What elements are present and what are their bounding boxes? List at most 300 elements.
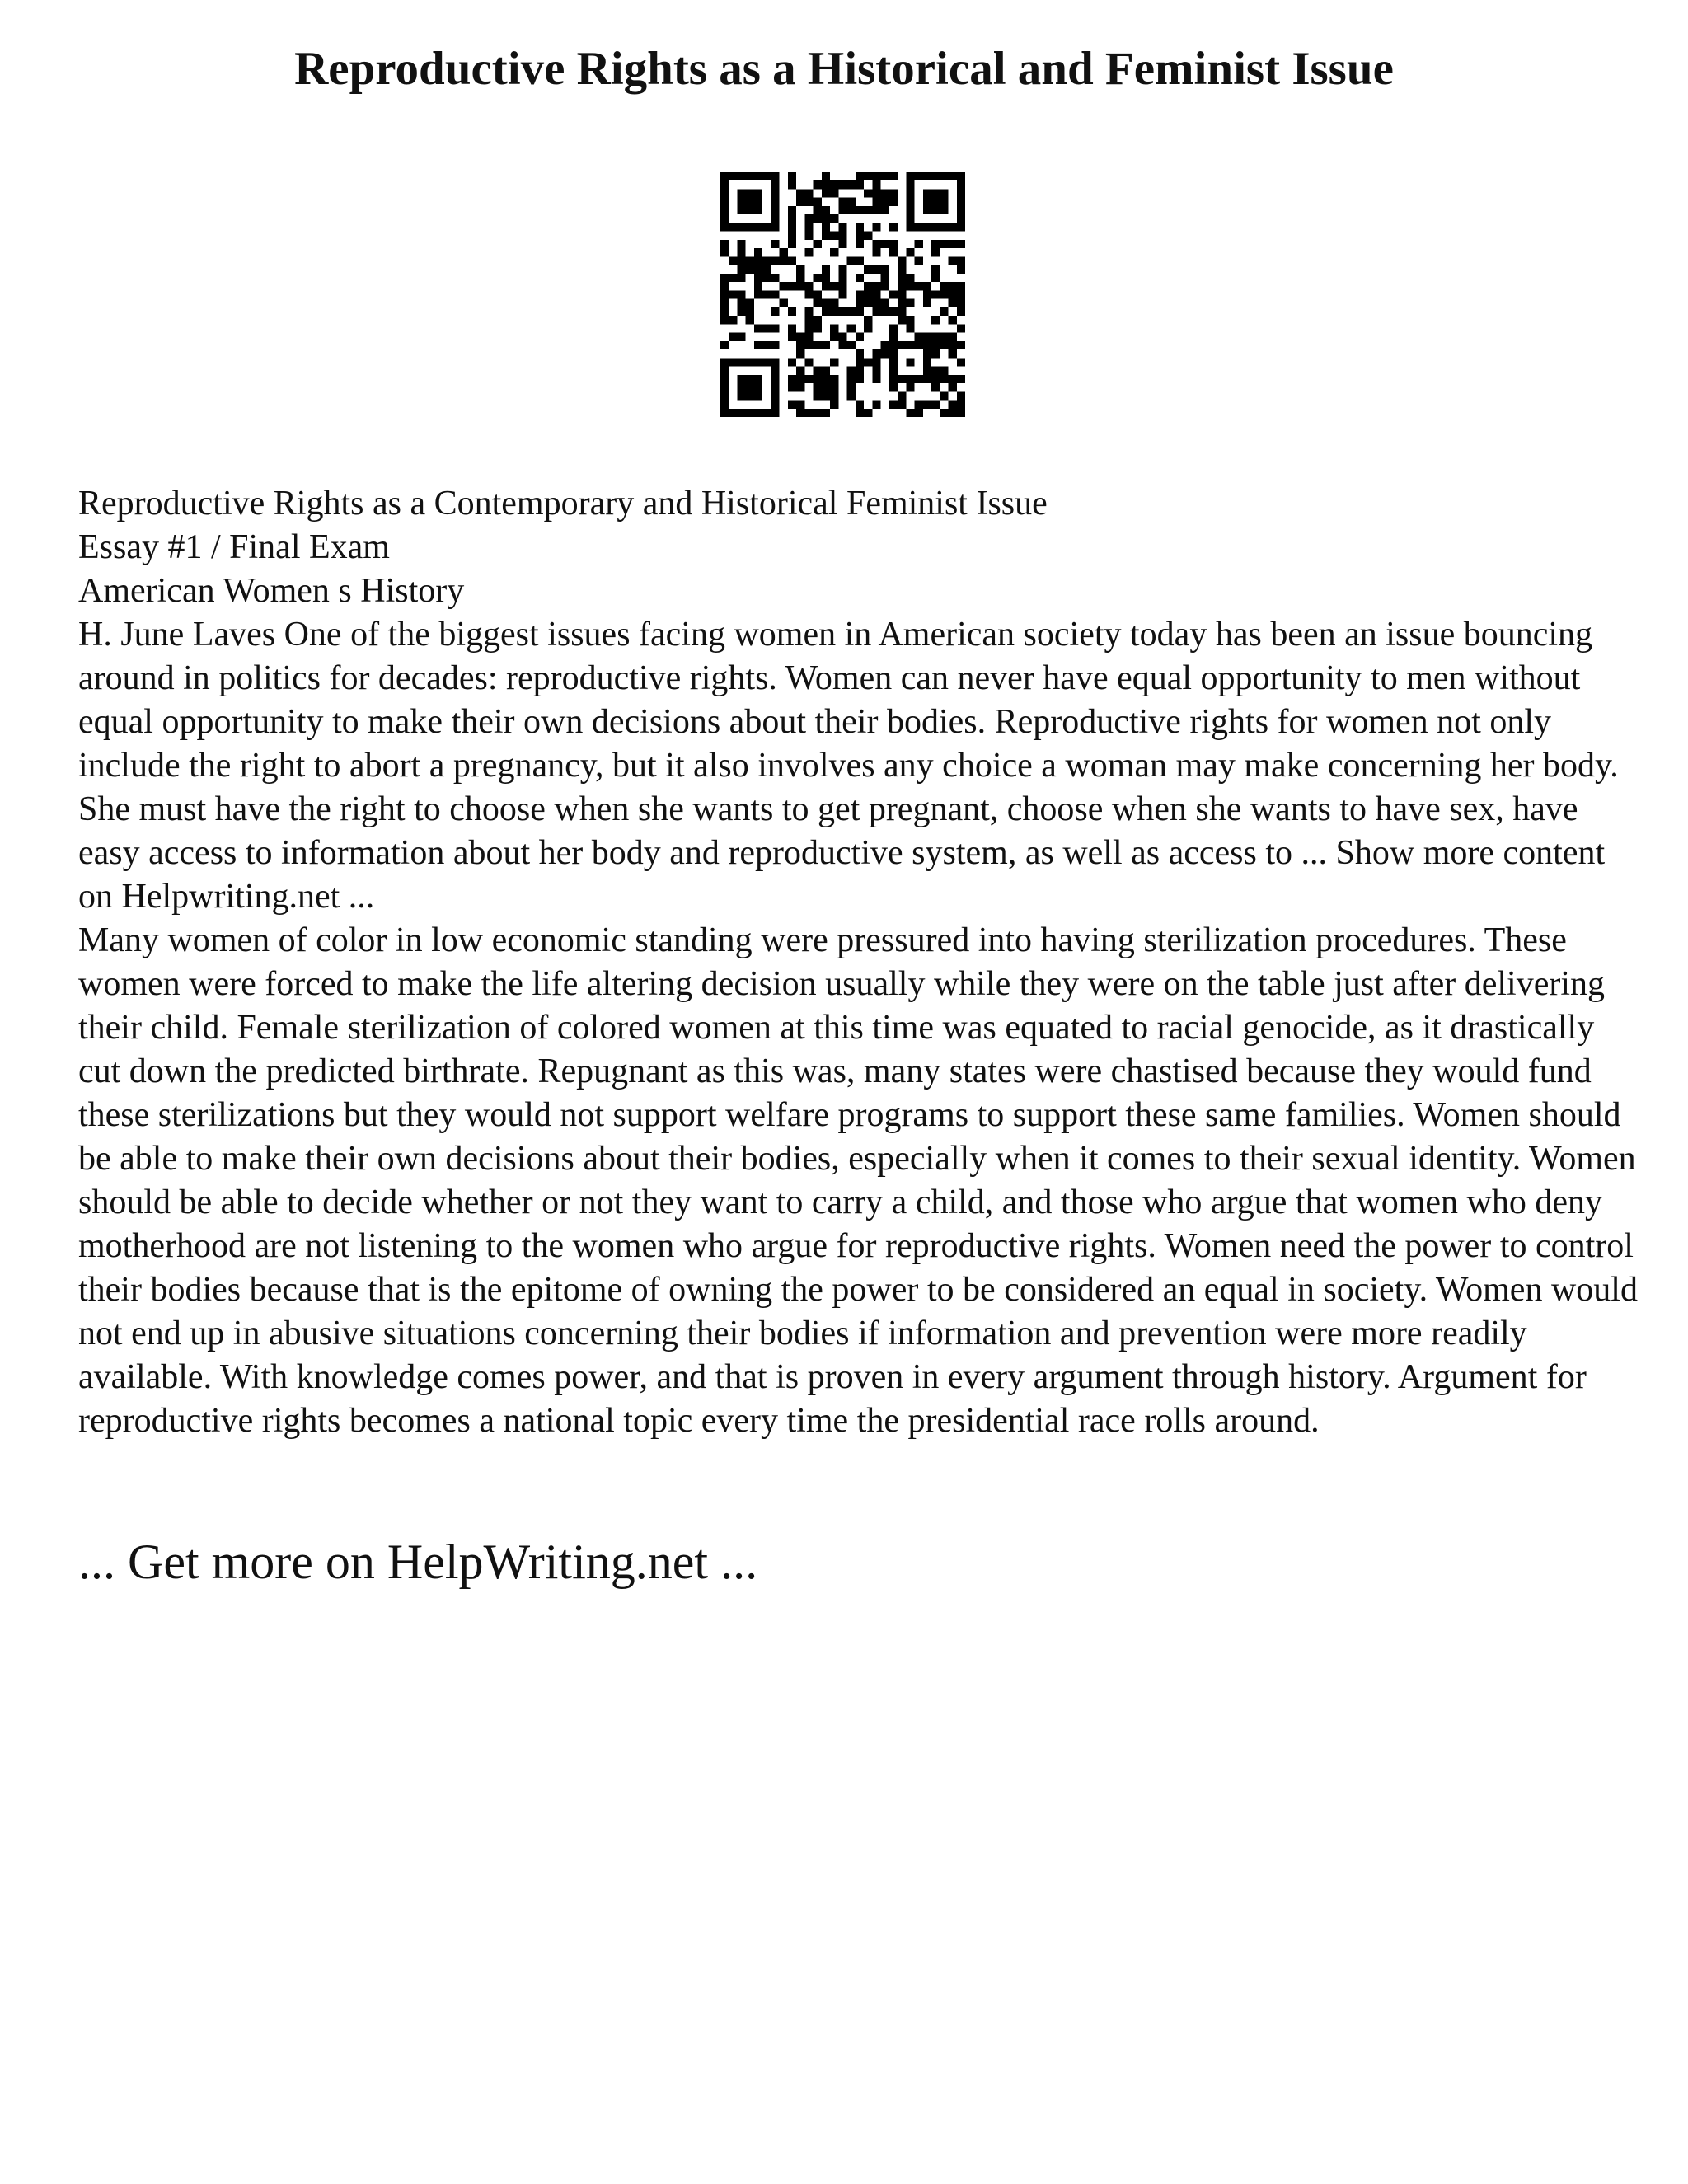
qr-module [931,265,940,274]
qr-module [889,367,898,375]
qr-module [957,198,965,206]
qr-module [746,172,754,180]
qr-module [889,358,898,366]
qr-module [771,341,779,349]
qr-module [720,223,729,231]
qr-module [957,256,965,265]
qr-module [814,391,822,400]
qr-module [804,232,813,240]
qr-module [830,248,838,256]
qr-module [822,206,830,214]
qr-module [847,180,856,189]
qr-module [804,248,813,256]
qr-module [771,172,779,180]
qr-module [720,358,729,366]
qr-module [931,274,940,282]
qr-module [754,282,762,290]
qr-module [856,290,864,298]
qr-module [746,409,754,417]
qr-module [737,299,745,307]
qr-module [881,349,889,358]
qr-module [838,282,846,290]
qr-module [856,180,864,189]
qr-module [923,282,931,290]
qr-module [872,206,880,214]
qr-module [814,375,822,383]
qr-module [872,290,880,298]
qr-module [889,248,898,256]
qr-module [940,391,948,400]
qr-module [957,189,965,197]
qr-module [889,375,898,383]
qr-module [856,299,864,307]
qr-module [923,172,931,180]
qr-module [923,290,931,298]
qr-module [804,223,813,231]
qr-module [796,333,804,341]
qr-module [830,324,838,332]
qr-module [830,232,838,240]
qr-module [720,206,729,214]
qr-module [720,367,729,375]
qr-module [822,307,830,316]
qr-module [949,256,957,265]
qr-module [838,198,846,206]
qr-module [737,274,745,282]
qr-module [872,198,880,206]
qr-module [940,198,948,206]
qr-module [940,333,948,341]
qr-module [754,189,762,197]
qr-module [847,324,856,332]
qr-module [737,409,745,417]
qr-module [737,248,745,256]
qr-module [923,341,931,349]
qr-module [720,198,729,206]
qr-module [864,299,872,307]
qr-module [872,367,880,375]
qr-module [796,265,804,274]
qr-module [957,223,965,231]
qr-module [864,358,872,366]
qr-module [771,206,779,214]
qr-module [720,316,729,324]
qr-module [771,198,779,206]
qr-module [856,172,864,180]
qr-module [923,401,931,409]
essay-heading-line: Reproductive Rights as a Contemporary and Historical Feminist Issue [78,485,1048,523]
qr-module [889,349,898,358]
qr-module [771,383,779,391]
qr-module [720,189,729,197]
qr-module [923,223,931,231]
qr-module [856,274,864,282]
qr-module [923,333,931,341]
qr-module [931,189,940,197]
qr-module [898,290,906,298]
qr-module [906,214,914,223]
qr-module [906,282,914,290]
qr-module [856,256,864,265]
qr-module [856,240,864,248]
qr-module [949,299,957,307]
qr-module [737,265,745,274]
qr-module [864,189,872,197]
qr-module [957,240,965,248]
qr-module [720,180,729,189]
qr-module [788,324,796,332]
qr-module [949,316,957,324]
qr-module [949,375,957,383]
qr-module [762,265,771,274]
qr-module [720,391,729,400]
qr-module [940,172,948,180]
qr-module [737,333,745,341]
qr-module [746,223,754,231]
qr-module [780,256,788,265]
qr-module [746,256,754,265]
qr-module [720,282,729,290]
qr-module [822,299,830,307]
qr-module [915,409,923,417]
qr-module [746,307,754,316]
qr-module [957,299,965,307]
qr-module [872,282,880,290]
qr-module [856,409,864,417]
qr-module [804,282,813,290]
qr-module [788,180,796,189]
qr-module [957,391,965,400]
qr-module [771,391,779,400]
essay-course-line: American Women s History [78,572,465,610]
qr-module [898,299,906,307]
qr-module [754,206,762,214]
qr-module [729,409,737,417]
qr-module [771,401,779,409]
qr-module [898,316,906,324]
qr-module [881,274,889,282]
qr-module [804,333,813,341]
essay-body [78,482,1644,1443]
qr-module [889,383,898,391]
qr-module [940,307,948,316]
qr-module [796,375,804,383]
qr-module [915,333,923,341]
qr-module [872,349,880,358]
qr-module [771,180,779,189]
qr-module [804,358,813,366]
qr-module [780,248,788,256]
qr-module [898,391,906,400]
qr-module [830,383,838,391]
qr-module [923,358,931,366]
qr-module [915,341,923,349]
qr-module [838,265,846,274]
qr-module [720,274,729,282]
qr-module [746,358,754,366]
qr-module [906,358,914,366]
qr-module [737,391,745,400]
qr-module [915,401,923,409]
qr-module [830,189,838,197]
qr-module [906,198,914,206]
qr-module [957,282,965,290]
qr-module [788,206,796,214]
qr-module [814,316,822,324]
qr-module [949,341,957,349]
qr-module [856,401,864,409]
qr-module [720,299,729,307]
essay-subheading-line: Essay #1 / Final Exam [78,528,390,566]
qr-module [830,180,838,189]
qr-module [771,223,779,231]
qr-module [796,349,804,358]
qr-module [889,290,898,298]
qr-module [931,401,940,409]
qr-module [923,367,931,375]
qr-module [822,367,830,375]
qr-module [804,198,813,206]
qr-module [915,375,923,383]
qr-module [788,375,796,383]
qr-module [923,198,931,206]
qr-module [940,206,948,214]
qr-module [949,409,957,417]
qr-module [737,172,745,180]
qr-module [737,223,745,231]
qr-module [906,299,914,307]
qr-code-graphic [720,172,965,417]
qr-module [720,290,729,298]
qr-module [814,367,822,375]
qr-module [889,324,898,332]
qr-module [889,172,898,180]
qr-module [923,375,931,383]
qr-module [737,358,745,366]
qr-module [754,256,762,265]
qr-module [737,383,745,391]
qr-module [898,307,906,316]
qr-module [754,341,762,349]
qr-module [788,223,796,231]
qr-module [804,324,813,332]
qr-module [746,189,754,197]
qr-module [796,367,804,375]
qr-module [780,282,788,290]
qr-module [864,282,872,290]
qr-module [847,198,856,206]
qr-module [754,265,762,274]
qr-module [957,180,965,189]
qr-module [822,282,830,290]
qr-module [847,391,856,400]
qr-module [762,256,771,265]
qr-module [822,172,830,180]
qr-module [872,172,880,180]
qr-module [889,333,898,341]
qr-module [822,341,830,349]
qr-module [872,248,880,256]
qr-module [889,198,898,206]
qr-module [872,401,880,409]
qr-module [931,172,940,180]
qr-module [872,189,880,197]
qr-module [822,180,830,189]
qr-module [796,383,804,391]
qr-module [856,349,864,358]
qr-module [847,256,856,265]
qr-module [771,307,779,316]
qr-module [906,172,914,180]
qr-module [898,265,906,274]
qr-module [856,375,864,383]
qr-module [771,189,779,197]
qr-module [814,324,822,332]
qr-module [762,274,771,282]
qr-module [931,367,940,375]
qr-module [881,341,889,349]
get-more-link[interactable]: ... Get more on HelpWriting.net ... [78,1535,758,1589]
qr-module [788,383,796,391]
qr-module [822,232,830,240]
qr-module [856,206,864,214]
qr-module [949,383,957,391]
qr-module [915,240,923,248]
qr-module [931,333,940,341]
qr-module [931,248,940,256]
qr-module [856,333,864,341]
qr-module [957,172,965,180]
qr-module [838,223,846,231]
qr-module [814,341,822,349]
qr-module [847,341,856,349]
qr-module [940,282,948,290]
qr-module [771,324,779,332]
qr-module [898,375,906,383]
qr-module [720,375,729,383]
qr-module [788,333,796,341]
qr-module [864,409,872,417]
qr-module [804,307,813,316]
qr-module [762,290,771,298]
qr-module [746,316,754,324]
qr-module [923,349,931,358]
qr-module [864,316,872,324]
qr-module [830,333,838,341]
qr-module [762,324,771,332]
qr-module [830,214,838,223]
qr-module [720,383,729,391]
qr-module [830,375,838,383]
qr-module [737,198,745,206]
qr-module [754,223,762,231]
qr-module [796,401,804,409]
qr-module [804,341,813,349]
qr-module [957,401,965,409]
qr-module [737,375,745,383]
qr-module [729,256,737,265]
qr-module [822,375,830,383]
qr-module [754,375,762,383]
qr-module [838,232,846,240]
qr-module [754,274,762,282]
qr-module [949,333,957,341]
qr-module [762,341,771,349]
qr-module [940,341,948,349]
qr-module [788,401,796,409]
qr-module [796,409,804,417]
qr-module [940,290,948,298]
qr-module [940,409,948,417]
qr-module [931,206,940,214]
qr-module [729,316,737,324]
qr-module [754,409,762,417]
qr-module [881,240,889,248]
qr-module [830,307,838,316]
qr-module [906,316,914,324]
qr-module [720,307,729,316]
qr-module [830,299,838,307]
qr-module [856,223,864,231]
qr-module [771,214,779,223]
qr-module [720,401,729,409]
qr-module [872,240,880,248]
qr-module [737,240,745,248]
qr-module [931,349,940,358]
qr-module [754,383,762,391]
qr-module [931,316,940,324]
qr-module [906,206,914,214]
qr-module [915,172,923,180]
qr-module [872,358,880,366]
qr-module [906,375,914,383]
qr-module [814,383,822,391]
qr-module [830,401,838,409]
qr-module [949,223,957,231]
qr-module [864,265,872,274]
qr-module [762,409,771,417]
qr-module [872,299,880,307]
essay-paragraph-2: Many women of color in low economic standing were pressured into having sterilization procedures. These women were forced to make the life altering decision usually while they were on the table just after delivering their child. Female sterilization of colored women at this time was equated to racial genocide, as it drastically cut down the predicted birthrate. Repugnant as this was, many states were chastised because they would fund these sterilizations but they would not support welfare programs to support these same families. Women should be able to make their own decisions about their bodies, especially when it comes to their sexual identity. Women should be able to decide whether or not they want to carry a child, and those who argue that women who deny motherhood are not listening to the women who argue for reproductive rights. Women need the power to control their bodies because that is the epitome of owning the power to be considered an equal in society. Women would not end up in abusive situations concerning their bodies if information and prevention were more readily available. With knowledge comes power, and that is proven in every argument through history. Argument for reproductive rights becomes a national topic every time the presidential race rolls around. [78,921,1638,1440]
qr-module [957,341,965,349]
qr-module [720,240,729,248]
qr-module [915,256,923,265]
qr-module [822,274,830,282]
qr-module [889,307,898,316]
qr-module [940,189,948,197]
qr-module [788,358,796,366]
qr-module [889,240,898,248]
qr-module [889,401,898,409]
qr-module [889,189,898,197]
qr-module [754,324,762,332]
qr-module [856,232,864,240]
qr-module [814,180,822,189]
qr-module [814,290,822,298]
qr-module [771,290,779,298]
qr-module [814,299,822,307]
qr-module [754,248,762,256]
qr-module [856,367,864,375]
qr-module [881,299,889,307]
qr-module [796,189,804,197]
qr-module [931,290,940,298]
qr-module [864,324,872,332]
qr-module [864,232,872,240]
qr-module [746,383,754,391]
qr-module [804,409,813,417]
qr-module [796,274,804,282]
